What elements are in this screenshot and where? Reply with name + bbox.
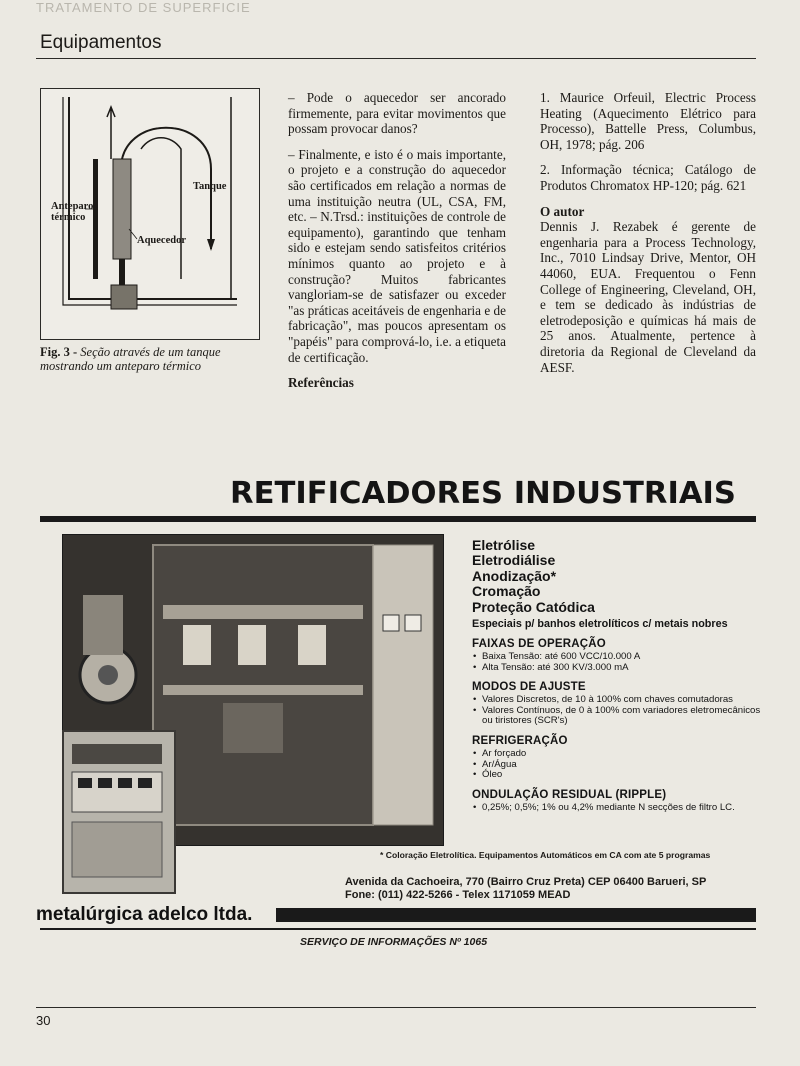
author-heading: O autor [540, 203, 585, 219]
company-name: metalúrgica adelco ltda. [36, 904, 253, 925]
phone-line: Fone: (011) 422-5266 - Telex 1171059 MEAD [345, 889, 571, 901]
ad-process-list [472, 538, 772, 615]
reference-1: 1. Maurice Orfeuil, Electric Process Heating (Aquecimento Elétrico para Processo), Battelle Press, Columbus, OH, 1978; pág. 206 [540, 90, 756, 152]
footer-rule [36, 1007, 756, 1008]
spec-item: • 0,25%; 0,5%; 1% ou 4,2% mediante N secções de filtro LC. [472, 803, 762, 814]
article-column-2 [288, 90, 506, 391]
ad-title-rule [40, 516, 756, 522]
spec-heading: REFRIGERAÇÃO [472, 734, 568, 747]
ad-address [345, 876, 755, 902]
spec-item: • Óleo [472, 770, 762, 781]
process-item: Proteção Catódica [472, 598, 595, 615]
figure-caption-number: Fig. 3 - [40, 345, 78, 359]
label-tank: Tanque [193, 181, 227, 192]
spec-item: • Ar/Água [472, 760, 762, 771]
control-panel-photo [62, 730, 176, 894]
paragraph: – Finalmente, e isto é o mais importante, o projeto e a construção do aquecedor são certificados em relação a normas de uma instituição neutra (UL, CSA, FM, etc. – N.Trsd.: instituições de controle de equipamento), garantindo que tenham sido e estejam sendo satisfeitos critérios mínimos quanto ao projeto e à construção? Muitos fabricantes vangloriam-se de satisfazer ou exceder "as práticas aceitáveis de engenharia e de fabricação", mas poucos apresentam os "papéis" para comprová-lo, i.e. a etiqueta de certificação. [288, 146, 507, 365]
spec-item: • Valores Contínuos, de 0 à 100% com variadores eletromecânicos ou tiristores (SCR's) [472, 706, 762, 727]
ad-special-text: Especiais p/ banhos eletrolíticos c/ metais nobres [472, 618, 728, 630]
company-bar [276, 908, 756, 922]
header-rule [36, 58, 756, 59]
spec-heading: MODOS DE AJUSTE [472, 681, 586, 694]
spec-heading: ONDULAÇÃO RESIDUAL (RIPPLE) [472, 788, 667, 801]
reference-2: 2. Informação técnica; Catálogo de Produtos Chromatox HP-120; pág. 621 [540, 162, 756, 193]
section-title: Equipamentos [40, 32, 162, 53]
process-item: Cromação [472, 583, 541, 600]
figure-caption-text: Seção através de um tanque mostrando um anteparo térmico [40, 345, 221, 373]
control-panel-illustration [64, 732, 170, 888]
figure-tank-diagram [40, 88, 260, 340]
label-baffle: Anteparo térmico [51, 201, 94, 223]
figure-caption [40, 345, 262, 373]
company-underline [40, 928, 756, 930]
author-bio: Dennis J. Rezabek é gerente de engenharia para a Process Technology, Inc., 7010 Lindsay Drive, Mentor, OH 44060, EUA. Frequentou o Fenn College of Engineering, Cleveland, OH, e tem se dedicado às indústrias de eletrodeposição e químicas há mais de 25 anos. Atualmente, pertence à diretoria da Regional de Cleveland da AESF. [540, 219, 756, 375]
ad-title: RETIFICADORES INDUSTRIAIS [230, 476, 736, 511]
flow-arrow-up [107, 107, 115, 159]
label-heater: Aquecedor [137, 235, 186, 246]
spec-heading: FAIXAS DE OPERAÇÃO [472, 638, 606, 650]
flow-arrowhead-right [207, 239, 215, 251]
process-item: Anodização* [472, 567, 557, 584]
spec-item: • Baixa Tensão: até 600 VCC/10.000 A [472, 652, 762, 663]
spec-item: • Valores Discretos, de 10 à 100% com chaves comutadoras [472, 695, 762, 706]
ad-specs [472, 618, 762, 813]
page-number: 30 [36, 1013, 51, 1028]
service-info: SERVIÇO DE INFORMAÇÕES Nº 1065 [300, 936, 488, 948]
spec-item: • Ar forçado [472, 749, 762, 760]
process-item: Eletrodiálise [472, 552, 556, 569]
running-head: TRATAMENTO DE SUPERFICIE [36, 0, 251, 15]
address-line: Avenida da Cachoeira, 770 (Bairro Cruz Preta) CEP 06400 Barueri, SP [345, 876, 707, 888]
process-item: Eletrólise [472, 537, 536, 553]
flow-arrow-inner [141, 138, 181, 279]
article-column-3 [540, 90, 756, 385]
references-heading: Referências [288, 375, 354, 391]
paragraph: – Pode o aquecedor ser ancorado firmemente, para evitar movimentos que possam provocar danos? [288, 90, 506, 137]
ad-footnote: * Coloração Eletrolítica. Equipamentos Automáticos em CA com ate 5 programas [380, 850, 711, 860]
spec-item: • Alta Tensão: até 300 KV/3.000 mA [472, 663, 762, 674]
heater-base [111, 285, 137, 309]
heater-element [113, 159, 131, 259]
